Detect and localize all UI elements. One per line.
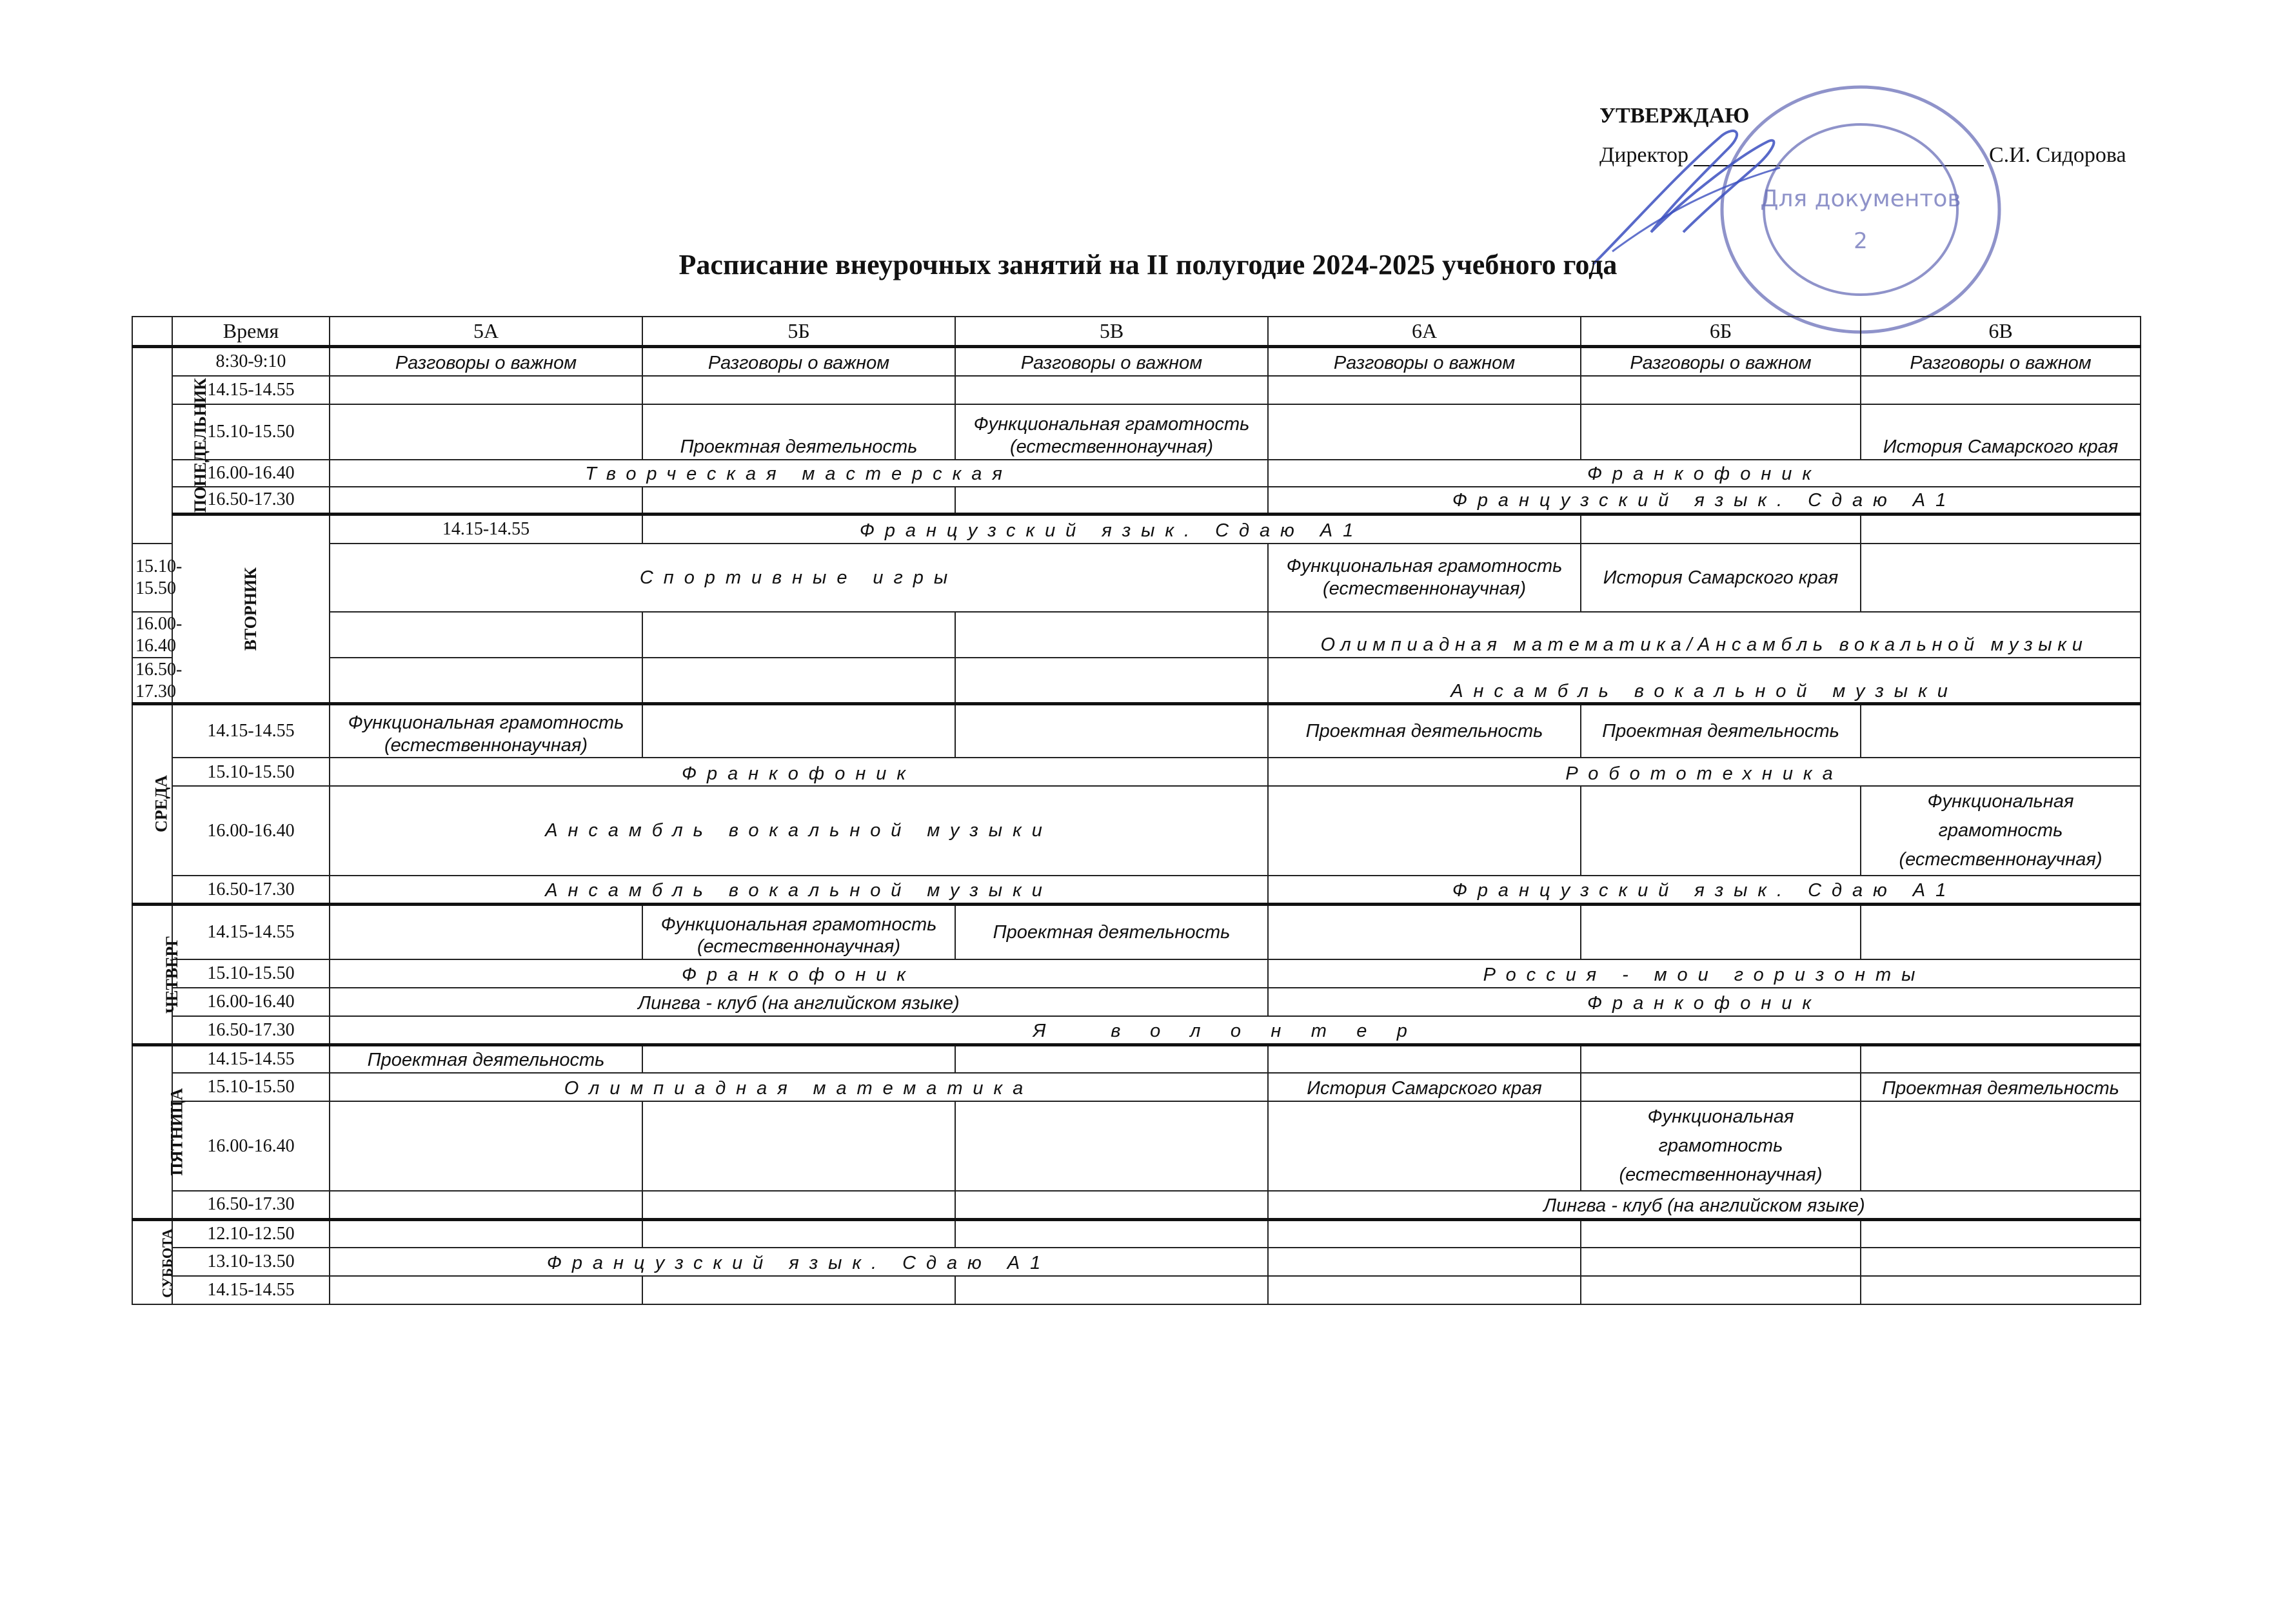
day-monday: ПОНЕДЕЛЬНИК: [132, 346, 172, 544]
schedule-cell: Функциональная грамотность (естественнонаучная): [330, 703, 642, 758]
schedule-cell: Французский язык. Сдаю А1: [1268, 487, 2141, 514]
time-cell: 16.50-17.30: [172, 1191, 330, 1219]
schedule-cell: [1861, 1101, 2141, 1191]
time-cell: 14.15-14.55: [172, 1276, 330, 1304]
header-6a: 6А: [1268, 317, 1581, 346]
schedule-cell: [1268, 1101, 1581, 1191]
schedule-cell: [330, 404, 642, 460]
schedule-cell: Франкофоник: [1268, 988, 2141, 1016]
schedule-cell: [330, 904, 642, 959]
schedule-cell: Олимпиадная математика/Ансамбль вокальной музыки: [1268, 612, 2141, 658]
schedule-cell: [955, 703, 1268, 758]
schedule-cell: [955, 487, 1268, 514]
schedule-cell: [1581, 376, 1861, 404]
schedule-cell: [1581, 1219, 1861, 1248]
time-cell: 15.10-15.50: [172, 959, 330, 988]
schedule-cell: Спортивные игры: [330, 544, 1268, 612]
schedule-cell: [1861, 904, 2141, 959]
schedule-cell: [1268, 786, 1581, 876]
schedule-cell: [955, 612, 1268, 658]
time-cell: 15.10-15.50: [172, 758, 330, 786]
schedule-cell: [1268, 1045, 1581, 1073]
schedule-cell: [1861, 1248, 2141, 1276]
schedule-cell: [642, 612, 955, 658]
schedule-cell: Функциональная грамотность (естественнонаучная): [1861, 786, 2141, 876]
schedule-cell: [955, 1191, 1268, 1219]
schedule-cell: Ансамбль вокальной музыки: [1268, 658, 2141, 703]
header-5b: 5Б: [642, 317, 955, 346]
schedule-cell: [642, 1276, 955, 1304]
schedule-cell: Разговоры о важном: [1581, 346, 1861, 376]
schedule-cell: Россия - мои горизонты: [1268, 959, 2141, 988]
time-cell: 16.00-16.40: [172, 1101, 330, 1191]
schedule-cell: [1861, 1276, 2141, 1304]
schedule-cell: Олимпиадная математика: [330, 1073, 1268, 1101]
schedule-cell: [955, 658, 1268, 703]
header-5a: 5А: [330, 317, 642, 346]
schedule-cell: Проектная деятельность: [642, 404, 955, 460]
schedule-cell: [330, 1101, 642, 1191]
time-cell: 16.50-17.30: [132, 658, 172, 703]
schedule-cell: Лингва - клуб (на английском языке): [1268, 1191, 2141, 1219]
schedule-cell: [1581, 1248, 1861, 1276]
time-cell: 14.15-14.55: [172, 376, 330, 404]
time-cell: 16.00-16.40: [172, 786, 330, 876]
schedule-cell: [330, 1276, 642, 1304]
time-cell: 16.50-17.30: [172, 876, 330, 904]
time-cell: 13.10-13.50: [172, 1248, 330, 1276]
schedule-cell: Ансамбль вокальной музыки: [330, 876, 1268, 904]
schedule-cell: [1581, 514, 1861, 544]
schedule-cell: Разговоры о важном: [642, 346, 955, 376]
header-time: Время: [172, 317, 330, 346]
time-cell: 16.00-16.40: [172, 460, 330, 487]
time-cell: 16.00-16.40: [172, 988, 330, 1016]
schedule-cell: Разговоры о важном: [1861, 346, 2141, 376]
schedule-cell: [1268, 1219, 1581, 1248]
schedule-cell: [1268, 376, 1581, 404]
schedule-cell: Функциональная грамотность (естественнонаучная): [1581, 1101, 1861, 1191]
schedule-cell: Проектная деятельность: [1268, 703, 1581, 758]
schedule-cell: [1268, 404, 1581, 460]
schedule-cell: [642, 1191, 955, 1219]
schedule-cell: [1268, 904, 1581, 959]
time-cell: 14.15-14.55: [172, 703, 330, 758]
schedule-cell: Проектная деятельность: [955, 904, 1268, 959]
schedule-cell: Робототехника: [1268, 758, 2141, 786]
document-title: Расписание внеурочных занятий на II полугодие 2024-2025 учебного года: [678, 249, 1618, 280]
schedule-cell: [330, 1191, 642, 1219]
schedule-cell: [330, 487, 642, 514]
schedule-cell: [330, 658, 642, 703]
schedule-cell: [330, 612, 642, 658]
time-cell: 8:30-9:10: [172, 346, 330, 376]
time-cell: 15.10-15.50: [132, 544, 172, 612]
schedule-cell: Функциональная грамотность (естественнонаучная): [642, 904, 955, 959]
approval-position: Директор: [1599, 142, 1688, 167]
time-cell: 16.50-17.30: [172, 1016, 330, 1045]
schedule-cell: [955, 1101, 1268, 1191]
schedule-cell: [1861, 376, 2141, 404]
schedule-cell: [1581, 904, 1861, 959]
schedule-cell: [330, 376, 642, 404]
schedule-cell: Франкофоник: [330, 959, 1268, 988]
time-cell: 12.10-12.50: [172, 1219, 330, 1248]
schedule-cell: [1861, 514, 2141, 544]
time-cell: 14.15-14.55: [330, 514, 642, 544]
schedule-cell: [1581, 1073, 1861, 1101]
schedule-cell: [1861, 544, 2141, 612]
schedule-cell: Французский язык. Сдаю А1: [642, 514, 1581, 544]
seal-text: Для документов: [1760, 186, 1961, 212]
time-cell: 14.15-14.55: [172, 1045, 330, 1073]
schedule-cell: [1581, 404, 1861, 460]
schedule-cell: Франкофоник: [330, 758, 1268, 786]
schedule-cell: [1861, 1045, 2141, 1073]
day-thursday: ЧЕТВЕРГ: [132, 904, 172, 1045]
schedule-cell: История Самарского края: [1581, 544, 1861, 612]
schedule-cell: [1268, 1248, 1581, 1276]
schedule-cell: Ансамбль вокальной музыки: [330, 786, 1268, 876]
schedule-cell: История Самарского края: [1861, 404, 2141, 460]
schedule-cell: Французский язык. Сдаю А1: [1268, 876, 2141, 904]
schedule-cell: Франкофоник: [1268, 460, 2141, 487]
schedule-table: [132, 316, 2141, 1305]
time-cell: 14.15-14.55: [172, 904, 330, 959]
schedule-cell: Функциональная грамотность (естественнонаучная): [955, 404, 1268, 460]
schedule-cell: [1581, 1276, 1861, 1304]
time-cell: 16.00-16.40: [132, 612, 172, 658]
schedule-cell: [955, 376, 1268, 404]
schedule-cell: [642, 1219, 955, 1248]
schedule-cell: [955, 1276, 1268, 1304]
day-wednesday: СРЕДА: [132, 703, 172, 904]
schedule-cell: Разговоры о важном: [1268, 346, 1581, 376]
schedule-cell: [1581, 786, 1861, 876]
schedule-cell: [642, 1101, 955, 1191]
schedule-cell: Разговоры о важном: [330, 346, 642, 376]
schedule-cell: [642, 487, 955, 514]
day-friday: ПЯТНИЦА: [132, 1045, 172, 1219]
schedule-cell: [330, 1219, 642, 1248]
schedule-cell: Творческая мастерская: [330, 460, 1268, 487]
header-6b: 6Б: [1581, 317, 1861, 346]
schedule-cell: [642, 703, 955, 758]
schedule-cell: Французский язык. Сдаю А1: [330, 1248, 1268, 1276]
schedule-cell: [642, 658, 955, 703]
day-tuesday: ВТОРНИК: [172, 514, 330, 703]
time-cell: 16.50-17.30: [172, 487, 330, 514]
header-6v: 6В: [1861, 317, 2141, 346]
schedule-cell: [1268, 1276, 1581, 1304]
approval-title: УТВЕРЖДАЮ: [1599, 104, 1750, 128]
schedule-cell: Проектная деятельность: [330, 1045, 642, 1073]
schedule-cell: [642, 1045, 955, 1073]
seal-number: 2: [1854, 228, 1868, 254]
day-saturday: СУББОТА: [132, 1219, 172, 1304]
schedule-cell: [1581, 1045, 1861, 1073]
schedule-cell: Лингва - клуб (на английском языке): [330, 988, 1268, 1016]
schedule-cell: [1861, 1219, 2141, 1248]
header-5v: 5В: [955, 317, 1268, 346]
schedule-cell: Проектная деятельность: [1861, 1073, 2141, 1101]
schedule-cell: Функциональная грамотность (естественнонаучная): [1268, 544, 1581, 612]
schedule-cell: Я волонтер: [330, 1016, 2141, 1045]
schedule-cell: [955, 1219, 1268, 1248]
approval-name: С.И. Сидорова: [1988, 142, 2126, 167]
header-day-corner: [132, 317, 172, 346]
schedule-cell: История Самарского края: [1268, 1073, 1581, 1101]
schedule-cell: [955, 1045, 1268, 1073]
time-cell: 15.10-15.50: [172, 1073, 330, 1101]
schedule-cell: [1861, 703, 2141, 758]
schedule-cell: [642, 376, 955, 404]
time-cell: 15.10-15.50: [172, 404, 330, 460]
schedule-cell: Проектная деятельность: [1581, 703, 1861, 758]
schedule-cell: Разговоры о важном: [955, 346, 1268, 376]
